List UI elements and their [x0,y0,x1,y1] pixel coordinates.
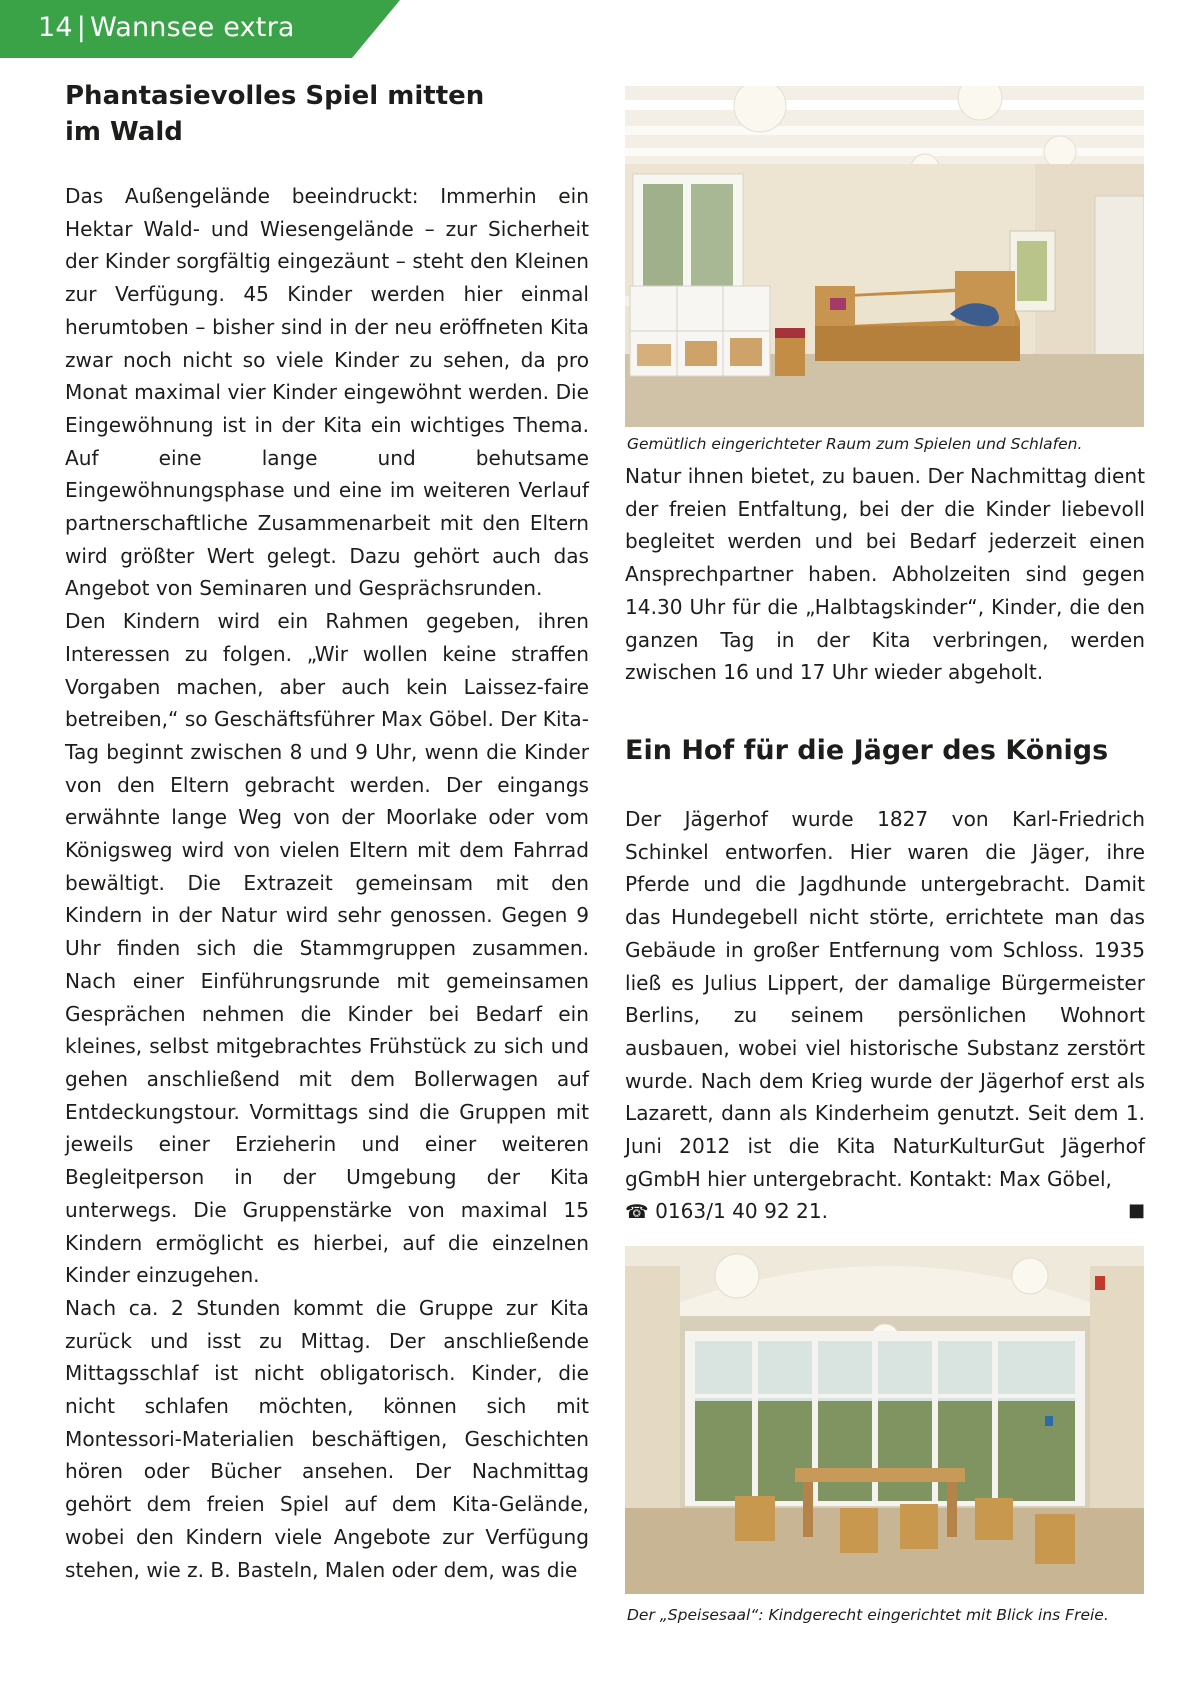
photo-caption: Gemütlich eingerichteter Raum zum Spielen und Schlafen. [627,435,1083,453]
paragraph: Nach ca. 2 Stunden kommt die Gruppe zur Kita zurück und isst zu Mittag. Der anschließende Mittagsschlaf ist nicht obligatorisch. Kinder, die nicht schlafen möchten, können sich mit Montessori-Materialien beschäftigen, Geschichten hören oder Bücher ansehen. Der Nachmittag gehört dem freien Spiel auf dem Kita-Gelände, wobei den Kindern viele Angebote zur Verfügung stehen, wie z. B. Basteln, Malen oder dem, was die [65,1295,589,1582]
paragraph-text: Der Jägerhof wurde 1827 von Karl-Friedrich Schinkel entworfen. Hier waren die Jäger, ihre Pferde und die Jagdhunde untergebracht. Damit das Hundegebell nicht störte, errichtete man das Gebäude in großer Entfernung vom Schloss. 1935 ließ es Julius Lippert, der damalige Bürgermeister Berlins, zu seinem persönlichen Wohnort ausbauen, wobei viel historische Substanz zerstört wurde. Nach dem Krieg wurde der Jägerhof erst als Lazarett, dann als Kinderheim genutzt. Seit dem 1. Juni 2012 ist die Kita NaturKulturGut Jägerhof gGmbH hier untergebracht. Kontakt: Max Göbel, [625,807,1145,1191]
right-column-bottom [625,803,1145,1229]
article-title: Phantasievolles Spiel mitten im Wald [65,81,485,147]
article-end-mark: ■ [1127,1200,1145,1222]
phone-icon: ☎ [625,1201,649,1224]
photo-dining-hall [625,1246,1144,1594]
phone-number: 0163/1 40 92 21. [655,1199,829,1224]
section-subheading: Ein Hof für die Jäger des Königs [625,735,1109,766]
paragraph [625,803,1145,1229]
paragraph: Den Kindern wird ein Rahmen gegeben, ihren Interessen zu folgen. „Wir wollen keine straffen Vorgaben machen, aber auch kein Laissez-faire betreiben,“ so Geschäftsführer Max Göbel. Der Kita-Tag beginnt zwischen 8 und 9 Uhr, wenn die Kinder von den Eltern gebracht werden. Der eingangs erwähnte lange Weg von der Moorlake oder vom Königsweg wird von vielen Eltern mit dem Fahrrad bewältigt. Die Extrazeit gemeinsam mit den Kindern in der Natur wird sehr genossen. Gegen 9 Uhr finden sich die Stammgruppen zusammen. Nach einer Einführungsrunde mit gemeinsamen Gesprächen nehmen die Kinder bei Bedarf ein kleines, selbst mitgebrachtes Frühstück zu sich und gehen anschließend mit dem Bollerwagen auf Entdeckungstour. Vormittags sind die Gruppen mit jeweils einer Erzieherin und einer weiteren Begleitperson in der Umgebung der Kita unterwegs. Die Gruppenstärke von maximal 15 Kindern ermöglicht es hierbei, auf die einzelnen Kinder einzugehen. [65,609,589,1288]
header-separator: | [76,12,87,43]
paragraph: Natur ihnen bietet, zu bauen. Der Nachmittag dient der freien Entfaltung, bei der die Kinder liebevoll begleitet werden und bei Bedarf jederzeit einen Ansprechpartner haben. Abholzeiten sind gegen 14.30 Uhr für die „Halbtagskinder“, Kinder, die den ganzen Tag in der Kita verbringen, werden zwischen 16 und 17 Uhr wieder abgeholt. [625,464,1145,685]
paragraph: Das Außengelände beeindruckt: Immerhin ein Hektar Wald- und Wiesengelände – zur Sicherheit der Kinder sorgfältig eingezäunt – steht den Kleinen zur Verfügung. 45 Kinder werden hier einmal herumtoben – bisher sind in der neu eröffneten Kita zwar noch nicht so viele Kinder zu sehen, da pro Monat maximal vier Kinder eingewöhnt werden. Die Eingewöhnung ist in der Kita ein wichtiges Thema. Auf eine lange und behutsame Eingewöhnungsphase und eine im weiteren Verlauf partnerschaftliche Zusammenarbeit mit den Eltern wird größter Wert gelegt. Dazu gehört auch das Angebot von Seminaren und Gesprächsrunden. [65,184,589,601]
section-header [38,12,295,43]
left-column [65,180,589,1586]
photo-play-room [625,86,1144,427]
right-column-top [625,460,1145,689]
page-number: 14 [38,12,73,43]
photo-caption: Der „Speisesaal“: Kindgerecht eingerichtet mit Blick ins Freie. [627,1606,1109,1624]
section-name: Wannsee extra [90,12,295,43]
